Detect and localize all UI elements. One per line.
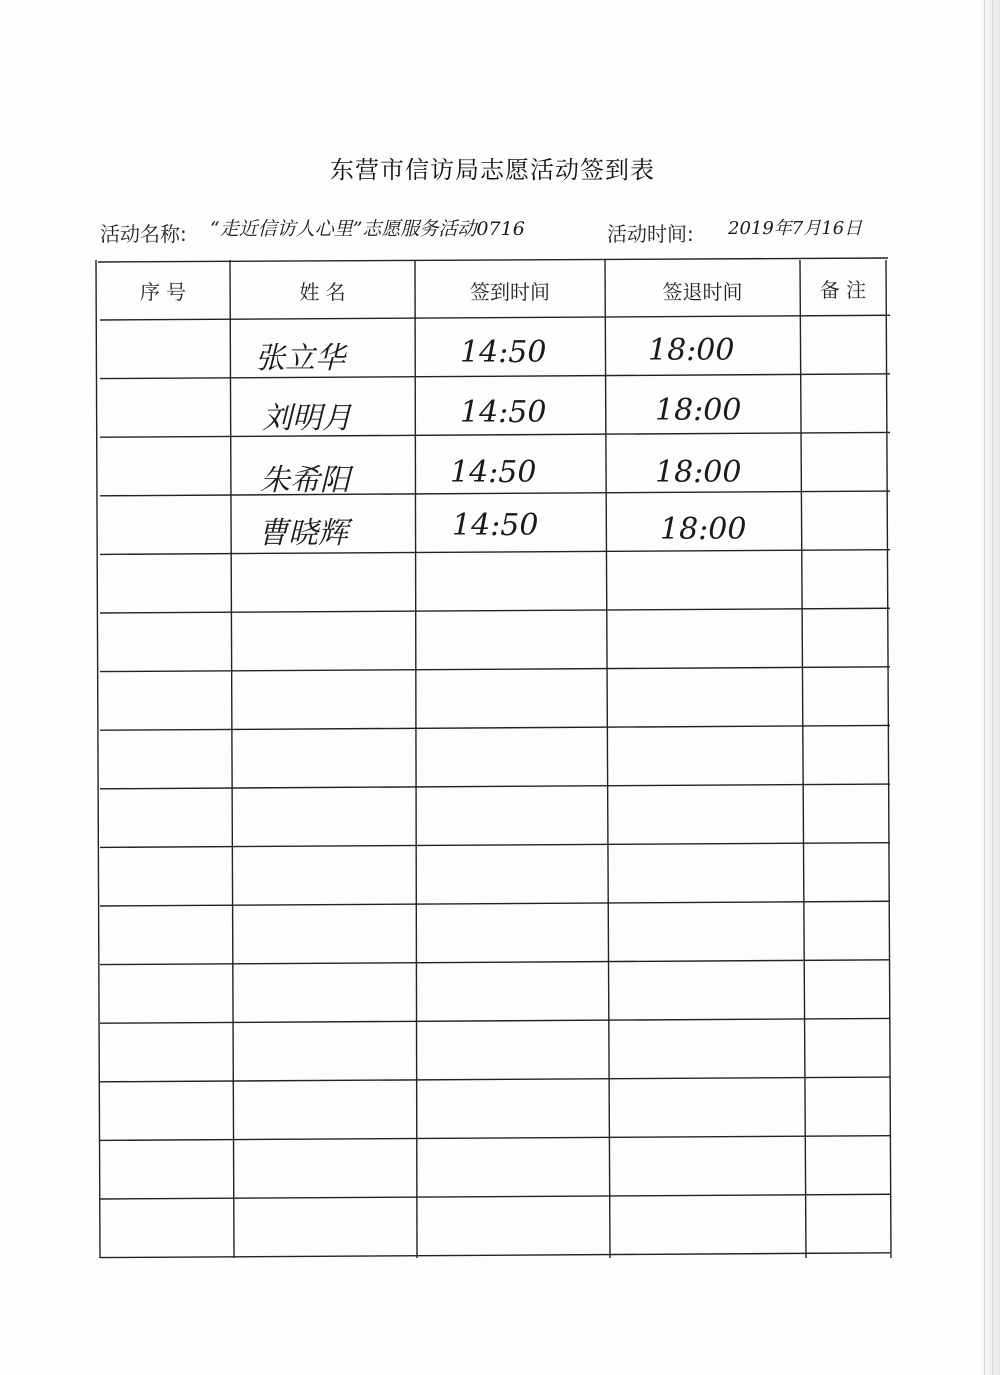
row-divider (100, 960, 890, 965)
row-divider (100, 550, 890, 555)
form-title: 东营市信访局志愿活动签到表 (330, 156, 655, 184)
row-divider (100, 1194, 890, 1199)
header-seq: 序 号 (139, 280, 187, 304)
row-divider (100, 843, 890, 848)
table-left-border (96, 260, 100, 1258)
activity-time-value: 2019年7月16日 (728, 218, 863, 239)
column-divider (415, 260, 417, 1258)
row-divider (100, 901, 890, 906)
row-3-sign-in: 14:50 (450, 455, 537, 490)
row-divider (100, 608, 890, 613)
row-divider (100, 315, 890, 320)
header-sign-out: 签退时间 (662, 280, 743, 304)
row-1-sign-in: 14:50 (460, 335, 547, 370)
row-4-name: 曹晓辉 (258, 516, 348, 551)
header-name: 姓 名 (299, 280, 346, 304)
row-divider (100, 432, 890, 437)
header-sign-in: 签到时间 (470, 280, 550, 304)
row-2-sign-in: 14:50 (460, 395, 547, 430)
column-divider (230, 260, 234, 1258)
row-divider (100, 1018, 890, 1023)
table-bottom-border (100, 1253, 890, 1258)
row-divider (100, 1136, 890, 1141)
row-divider (100, 374, 890, 379)
row-3-name: 朱希阳 (260, 463, 350, 498)
row-3-sign-out: 18:00 (655, 455, 742, 490)
row-1-sign-out: 18:00 (648, 333, 735, 368)
row-divider (100, 491, 890, 496)
row-divider (100, 667, 890, 672)
row-divider (100, 784, 890, 789)
activity-name-value: “走近信访人心里”志愿服务活动0716 (210, 218, 525, 240)
column-divider (800, 260, 806, 1258)
table-top-border (98, 258, 888, 262)
column-divider (605, 260, 610, 1258)
row-4-sign-in: 14:50 (452, 508, 539, 543)
activity-time-label: 活动时间: (607, 222, 694, 246)
row-4-sign-out: 18:00 (660, 512, 747, 547)
header-note: 备 注 (819, 278, 867, 302)
row-1-name: 张立华 (255, 341, 345, 376)
row-2-name: 刘明月 (262, 401, 352, 436)
row-divider (100, 725, 890, 730)
row-2-sign-out: 18:00 (655, 393, 742, 428)
row-divider (100, 1077, 890, 1082)
activity-name-label: 活动名称: (100, 222, 187, 246)
table-right-border (886, 260, 891, 1258)
